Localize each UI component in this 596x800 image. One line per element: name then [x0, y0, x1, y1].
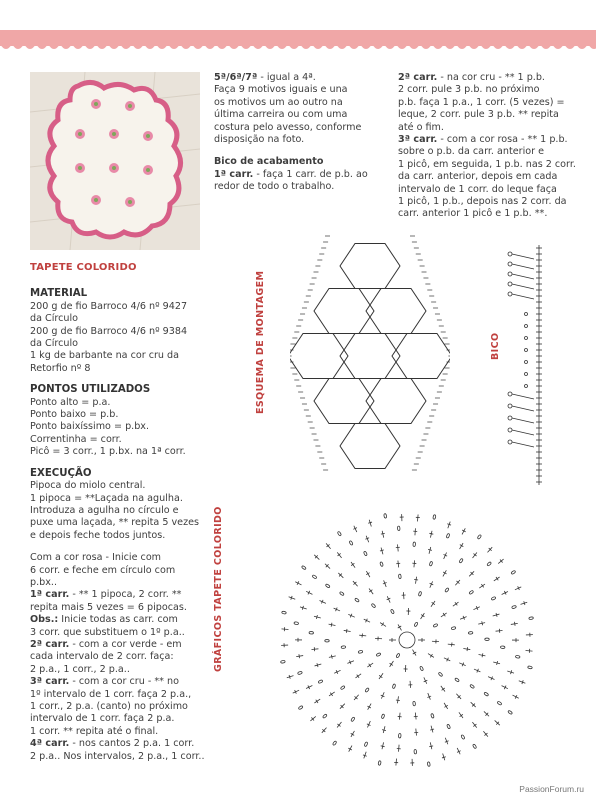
round-stitch	[447, 724, 451, 729]
round-stitch	[331, 655, 332, 659]
round-stitch	[325, 584, 330, 588]
round-stitch	[380, 550, 384, 551]
text-line: sobre o p.b. da carr. anterior e	[398, 146, 544, 158]
bico-stitch	[508, 392, 512, 396]
bico-stitch	[525, 325, 528, 328]
bico-stitch	[512, 264, 534, 269]
round-stitch	[483, 731, 487, 736]
round-stitch	[413, 542, 416, 547]
round-stitch	[381, 746, 385, 747]
text-line: 2ª carr. - na cor cru - ** 1 p.b.	[398, 72, 545, 83]
round-stitch	[456, 694, 461, 699]
round-stitch	[340, 704, 345, 709]
esquema-label: ESQUEMA DE MONTAGEM	[255, 270, 266, 414]
text-line: Picô = 3 corr., 1 p.bx. na 1ª corr.	[30, 446, 186, 458]
round-stitch	[338, 573, 343, 578]
round-stitch	[403, 592, 404, 599]
bico-stitch	[512, 274, 534, 279]
round-stitch	[500, 646, 505, 649]
bico-stitch	[525, 373, 528, 376]
round-stitch	[484, 711, 489, 716]
round-stitch	[317, 663, 318, 667]
text-line: 1 pipoca = **Laçada na agulha.	[30, 492, 183, 504]
round-stitch	[301, 565, 306, 569]
bico-stitch	[508, 440, 512, 444]
round-stitch	[337, 552, 341, 557]
round-stitch	[382, 730, 386, 731]
rosa-list	[30, 552, 215, 589]
round-stitch	[358, 650, 363, 653]
bico-stitch	[525, 337, 528, 340]
round-stitch	[482, 621, 483, 625]
left-column	[30, 262, 215, 763]
bico-stitch	[508, 282, 512, 286]
text-line: costura pelo avesso, conforme	[214, 121, 362, 133]
text-line: intervalo de 1 corr. faça 2 p.a.	[30, 713, 175, 725]
round-stitch	[296, 656, 303, 657]
round-stitch	[484, 692, 489, 696]
round-stitch	[379, 675, 382, 677]
round-stitch	[482, 653, 483, 657]
round-stitch	[318, 680, 323, 684]
round-stitch	[369, 664, 371, 667]
text-line: da Círculo	[30, 338, 79, 350]
round-stitch	[351, 563, 354, 565]
text-line: 3ª carr. - com a cor cru - ** no	[30, 676, 179, 688]
round-stitch	[398, 561, 399, 568]
round-stitch	[396, 759, 397, 766]
round-stitch	[344, 630, 351, 631]
execucao-list	[30, 480, 215, 542]
round-stitch	[363, 551, 367, 556]
round-stitch	[376, 653, 381, 657]
round-stitch	[355, 598, 360, 603]
footer-watermark: PassionForum.ru	[519, 784, 584, 794]
round-stitch	[497, 701, 502, 705]
bico-chart	[500, 244, 550, 488]
round-stitch	[414, 560, 415, 567]
round-stitch	[311, 649, 318, 650]
round-stitch	[397, 526, 400, 531]
round-stitch	[495, 720, 500, 725]
round-stitch	[381, 714, 385, 719]
hexagon-motif	[366, 378, 426, 423]
text-line: Retorfio nº 8	[30, 362, 91, 374]
round-stitch	[330, 693, 332, 696]
assembly-diagram	[290, 224, 450, 482]
round-stitch	[416, 577, 417, 584]
round-stitch	[399, 713, 400, 720]
round-stitch	[298, 705, 303, 709]
round-stitch	[390, 663, 393, 665]
round-stitch	[511, 623, 518, 624]
bico-stitch	[512, 406, 534, 411]
round-stitch	[337, 531, 341, 536]
round-stitch	[472, 722, 476, 727]
round-stitch	[487, 547, 492, 552]
text-line: Correntinha = corr.	[30, 433, 122, 445]
text-line: e depois feche todos juntos.	[30, 529, 166, 541]
round-stitch	[451, 626, 456, 629]
round-stitch	[413, 701, 416, 706]
bico-row-3	[398, 134, 588, 221]
round-stitch	[511, 570, 516, 574]
round-stitch	[312, 575, 317, 579]
round-stitch	[432, 602, 435, 604]
middle-column	[214, 72, 394, 194]
bico-row-1	[214, 169, 394, 194]
round-stitch	[297, 671, 302, 675]
text-line: 1 corr., 2 p.a. (canto) no próximo	[30, 701, 188, 712]
round-stitch	[390, 609, 394, 614]
round-stitch	[417, 514, 418, 521]
text-line: repita mais 5 vezes = 6 pipocas.	[30, 601, 187, 613]
text-line: leque, 2 corr. pule 3 p.b. ** repita	[398, 109, 559, 121]
round-stitch	[337, 722, 341, 727]
text-line: os motivos um ao outro na	[214, 96, 343, 108]
text-line: Introduza a agulha no círculo e	[30, 504, 179, 516]
round-stitch	[354, 695, 359, 700]
round-stitch	[382, 623, 384, 626]
round-stitch	[397, 696, 398, 703]
round-stitch	[325, 640, 329, 642]
round-stitch	[396, 653, 400, 658]
round-stitch	[384, 514, 387, 519]
text-line: p.b. faça 1 p.a., 1 corr. (5 vezes) =	[398, 96, 565, 108]
pontos-list	[30, 397, 215, 459]
text-line: intervalo de 1 corr. do leque faça	[398, 183, 557, 195]
round-stitch	[415, 528, 416, 535]
text-line: 3ª carr. - com a cor rosa - ** 1 p.b.	[398, 134, 568, 146]
round-stitch	[282, 611, 287, 614]
round-stitch	[455, 580, 460, 585]
round-stitch	[281, 660, 286, 663]
round-stitch	[418, 591, 422, 596]
round-stitch	[299, 654, 300, 658]
round-stitch	[455, 602, 457, 605]
round-stitch	[431, 713, 435, 718]
round-stitch	[359, 635, 366, 636]
hexagon-motif	[340, 243, 400, 288]
round-stitch	[471, 702, 476, 707]
round-stitch	[460, 714, 463, 716]
text-line: 200 g de fio Barroco 4/6 nº 9427	[30, 300, 188, 312]
round-stitch	[429, 533, 433, 534]
bico-stitch	[525, 349, 528, 352]
text-line: redor de todo o trabalho.	[214, 181, 335, 193]
round-stitch	[332, 741, 336, 746]
round-stitch	[351, 717, 355, 722]
pontos-heading: PONTOS UTILIZADOS	[30, 384, 151, 396]
round-stitch	[316, 615, 317, 619]
row-2	[30, 639, 215, 676]
bico-stitch	[508, 262, 512, 266]
round-stitch	[497, 661, 498, 665]
round-stitch	[427, 762, 430, 767]
text-line: 2 p.a.. Nos intervalos, 2 p.a., 1 corr..	[30, 750, 205, 762]
hexagon-motif	[366, 288, 426, 333]
round-stitch	[341, 646, 346, 649]
round-stitch	[487, 562, 492, 567]
bico-stitch	[512, 394, 534, 399]
text-line: Ponto alto = p.a.	[30, 396, 111, 408]
round-stitch	[314, 555, 319, 560]
material-heading: MATERIAL	[30, 288, 88, 300]
round-stitch	[479, 655, 486, 656]
text-line: 1 corr. ** repita até o final.	[30, 725, 159, 737]
round-stitch	[468, 631, 473, 634]
round-stitch	[485, 638, 489, 640]
text-line: 1 kg de barbante na cor cru da	[30, 350, 180, 362]
text-line: Com a cor rosa - Inicie com	[30, 552, 162, 564]
bico-stitch	[512, 442, 534, 447]
bico-stitch	[525, 313, 528, 316]
text-line: Obs.: Inicie todas as carr. com	[30, 614, 178, 626]
round-stitch	[398, 574, 401, 579]
round-stitch	[339, 591, 344, 596]
text-line: 200 g de fio Barroco 4/6 nº 9384	[30, 325, 188, 337]
round-stitch	[496, 577, 498, 580]
bico-stitch	[512, 418, 534, 423]
round-stitch	[430, 729, 434, 730]
text-line: 1ª carr. - faça 1 carr. de p.b. ao	[214, 168, 368, 180]
round-stitch	[526, 650, 533, 651]
bico-stitch	[508, 272, 512, 276]
round-stitch	[443, 613, 445, 616]
round-stitch	[433, 515, 436, 520]
round-stitch	[469, 571, 474, 576]
round-stitch	[365, 688, 370, 693]
round-stitch	[428, 549, 432, 550]
text-line: disposição na foto.	[214, 134, 305, 146]
round-stitch	[473, 552, 477, 557]
round-stitch	[399, 632, 415, 648]
text-line: última carreira ou com uma	[214, 109, 348, 121]
round-stitch	[438, 672, 443, 677]
bico-stitch	[512, 284, 534, 289]
round-stitch	[369, 590, 372, 592]
text-line: da Círculo	[30, 313, 79, 325]
bico-stitch	[508, 416, 512, 420]
round-stitch	[430, 654, 432, 657]
right-column	[398, 72, 588, 221]
top-decorative-band	[0, 30, 596, 52]
round-stitch	[381, 533, 385, 534]
round-stitch	[331, 623, 332, 627]
text-line: carr. anterior 1 picô e 1 p.b. **.	[398, 208, 548, 220]
bico-heading: Bico de acabamento	[214, 156, 324, 168]
text-line: Ponto baixíssimo = p.bx.	[30, 421, 150, 433]
text-line: cada intervalo de 2 corr. faça:	[30, 651, 174, 663]
round-stitch	[364, 742, 368, 747]
rug-photo	[30, 72, 200, 250]
text-line: 5ª/6ª/7ª - igual a 4ª.	[214, 72, 316, 83]
bico-stitch	[525, 385, 528, 388]
hexagon-motif	[314, 288, 374, 333]
round-stitch	[515, 655, 520, 658]
bico-stitch	[512, 254, 534, 259]
text-line: Ponto baixo = p.b.	[30, 409, 119, 421]
text-line: 1º intervalo de 1 corr. faça 2 p.a.,	[30, 688, 192, 700]
round-stitch	[433, 623, 438, 627]
execucao-heading: EXECUÇÃO	[30, 467, 92, 479]
round-stitch	[429, 561, 433, 566]
round-stitch	[508, 710, 513, 714]
text-line: 6 corr. e feche em círculo com	[30, 564, 176, 576]
round-stitch	[340, 685, 345, 690]
round-stitch	[420, 666, 424, 671]
text-line: até o fim.	[398, 121, 444, 133]
round-stitch	[392, 684, 396, 689]
hexagon-motif	[290, 333, 348, 378]
round-stitch	[378, 761, 381, 766]
text-line: Pipoca do miolo central.	[30, 480, 146, 492]
round-stitch	[346, 629, 347, 633]
round-chart	[262, 512, 552, 782]
round-stitch	[396, 700, 400, 701]
text-line: puxe uma laçada, ** repita 5 vezes	[30, 517, 200, 529]
hexagon-motif	[392, 333, 450, 378]
round-stitch	[455, 678, 460, 683]
text-line: 1ª carr. - ** 1 pipoca, 2 corr. **	[30, 589, 182, 601]
material-list	[30, 301, 215, 375]
bico-stitch	[525, 361, 528, 364]
round-stitch	[325, 564, 330, 569]
round-stitch	[322, 728, 327, 733]
bico-stitch	[512, 294, 534, 299]
text-line: 4ª carr. - nos cantos 2 p.a. 1 corr.	[30, 738, 195, 750]
graficos-label: GRÁFICOS TAPETE COLORIDO	[213, 506, 224, 672]
round-stitch	[309, 631, 314, 634]
text-line: 3 corr. que substituem o 1º p.a..	[30, 626, 185, 638]
round-stitch	[463, 649, 470, 650]
text-line: da carr. anterior, depois em cada	[398, 171, 558, 183]
text-line: 1 picô, 1 p.b., depois nas 2 corr. da	[398, 196, 567, 208]
round-stitch	[294, 622, 299, 625]
round-stitch	[398, 544, 399, 551]
bico-stitch	[508, 292, 512, 296]
round-stitch	[357, 675, 359, 678]
row-1	[30, 589, 215, 614]
hexagon-motif	[340, 333, 400, 378]
round-stitch	[469, 590, 474, 595]
hexagon-motif	[340, 423, 400, 468]
round-stitch	[472, 744, 476, 749]
bico-row-2	[398, 72, 588, 134]
round-stitch	[429, 746, 433, 747]
round-stitch	[461, 735, 465, 740]
round-stitch	[448, 644, 455, 645]
round-stitch	[481, 584, 483, 587]
round-stitch	[446, 533, 450, 538]
round-stitch	[498, 559, 503, 563]
round-stitch	[467, 647, 468, 651]
round-stitch	[496, 613, 497, 617]
row-4	[30, 738, 215, 763]
round-stitch	[281, 629, 288, 630]
round-stitch	[414, 749, 417, 754]
bico-label: BICO	[490, 332, 501, 360]
text-line: p.bx..	[30, 576, 58, 588]
round-stitch	[310, 716, 315, 720]
bico-stitch	[508, 428, 512, 432]
round-stitch	[316, 700, 318, 703]
round-stitch	[398, 733, 401, 738]
round-stitch	[326, 543, 330, 548]
round-stitch	[529, 617, 534, 620]
round-stitch	[349, 540, 353, 545]
round-stitch	[459, 558, 463, 563]
bico-stitch	[508, 252, 512, 256]
round-stitch	[477, 534, 481, 539]
bico-stitch	[512, 430, 534, 435]
hexagon-motif	[314, 378, 374, 423]
round-stitch	[399, 745, 400, 752]
round-stitch	[470, 684, 475, 689]
text-line: 2 p.a., 1 corr., 2 p.a..	[30, 663, 130, 675]
round-stitch	[353, 581, 358, 586]
round-stitch	[511, 670, 512, 674]
round-stitch	[329, 624, 336, 625]
round-stitch	[371, 603, 376, 608]
text-line: 2ª carr. - com a cor verde - em	[30, 638, 182, 650]
section-title: TAPETE COLORIDO	[30, 262, 137, 273]
round-stitch	[514, 622, 515, 626]
round-stitch	[302, 606, 303, 610]
bico-stitch	[508, 404, 512, 408]
round-stitch	[414, 579, 418, 580]
round-stitch	[445, 588, 450, 593]
round-stitch	[512, 605, 517, 609]
round-stitch	[416, 729, 417, 736]
round-stitch	[322, 714, 327, 719]
round-stitch	[380, 562, 384, 567]
round-stitch	[491, 596, 496, 600]
round-stitch	[442, 688, 445, 690]
round-stitch	[421, 615, 424, 617]
text-line: Faça 9 motivos iguais e una	[214, 84, 348, 96]
round-stitch	[410, 681, 411, 688]
text-line: 1 picô, em seguida, 1 p.b. nas 2 corr.	[398, 158, 576, 170]
round-stitch	[414, 622, 418, 627]
obs	[30, 614, 215, 639]
rows-5-7	[214, 72, 394, 146]
round-stitch	[528, 666, 533, 669]
row-3	[30, 676, 215, 738]
round-stitch	[415, 713, 416, 720]
round-stitch	[496, 631, 503, 632]
text-line: 2 corr. pule 3 p.b. no próximo	[398, 84, 540, 96]
